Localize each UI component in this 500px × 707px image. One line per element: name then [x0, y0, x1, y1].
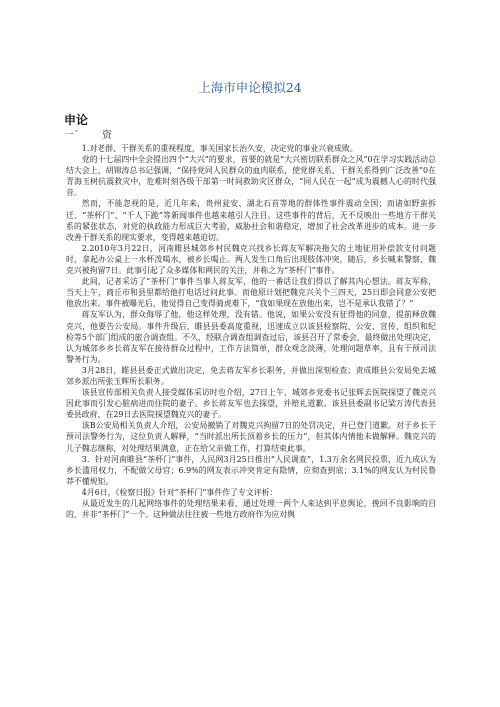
paragraph: 2.2010年3月22日，河南睢县城郊乡村民魏克兴找乡长蒋友军解决拖欠的土地征用补偿款支付问题时，拿起办公桌上一水杯泼喝水，被乡长喝止。两人发生口角后出现肢体冲突，随后，乡长喊来警察，魏克兴被拘留7日。此事引起了众多媒体和网民的关注，并称之为“茶杯门”事件。: [66, 243, 436, 276]
paragraph: 4月6日，《检察日报》针对“茶杯门”事件作了专文评析：: [81, 487, 278, 497]
material-subheading: [64, 127, 113, 141]
subheading-label: 资: [102, 130, 113, 141]
paragraph: 党的十七届四中全会提出四个“大兴”的要求，首要的就是“大兴密切联系群众之风”0在学习实践活动总结大会上，胡锦涛总书记强调，“保持党同人民群众的血肉联系，使党群关系、干群关系得到广泛改善”0在青海玉树抗震救灾中，危难时刻各级干部第一时间救助灾区群众，“同人民在一起”成为震撼人心的时代强音。: [66, 155, 436, 198]
paragraph: 3．针对河南睢县“茶杯门”事件，人民网3月25日推出“人民调查”，1.3万余名网民投票，近九成认为乡长滥用权力，不配做父母官；6.9%的网友表示冲突肯定有隐情，应彻查到底；3.1%的网友认为村民鲁莽不懂规矩。: [66, 454, 436, 486]
paragraph: 然而，不能忽视的是，近几年来，贵州瓮安、湖北石首等地的群体性事件震动全国；而诸如野蛮拆迁、“茶杯门”、“千人下跪”等新闻事件也越来越引人注目。这些事件的背后，无不反映出一些地方干群关系的紧张状态，对党的执政能力形成巨大考验，威胁社会和谐稳定，增加了社会改革进步的成本。进一步改善干群关系的现实要求，变得越来越迫切。: [66, 199, 436, 242]
paragraph: 3月28日，睢县县委正式做出决定，免去蒋友军乡长职务，并做出深刻检查；责成睢县公安局免去城郊乡派出所张玉辉所长职务。: [66, 365, 436, 386]
subheading-number: 一`: [64, 130, 81, 141]
document-body: [66, 143, 436, 520]
paragraph: 蒋友军认为，群众侮辱了他，他这样处理，没有错。他说，如果公安没有征得他的同意，提前释放魏克兴，他要告公安局。事件升级后，睢县县委高度重视，迅速成立以该县检察院、公安、宣传、组织和纪检等5个部门组成的旅合调查组。不久，经联合调查组调查过后，该县召开了常委会，最终做出处理决定，认为城郊乡乡长蒋友军在接待群众过程中，工作方法简单，群众观念淡薄，处理问题草率，且有干预司法警务行为。: [66, 310, 436, 364]
document-title: 上海市申论模拟24: [198, 80, 302, 95]
paragraph: 此间，记者采访了“茶杯门”事件当事人蒋友军，他的一番话让我们得以了解其内心想法。蒋友军称，当天上午，商丘市和县里都给他打电话过问此事。而他原计划把魏克兴关个三四天，25日即会同意公安把他放出来。事件被曝光后，他觉得自己变得骑虎难下，“我如果现在放他出来，岂不是承认我错了？”: [66, 277, 436, 309]
paragraph: 从最近发生的几起网络事件的处理结果来看，通过处理一两个人来达到平息舆论，挽回不良影响的目的，并非“茶杯门”一个。这种做法往往被一些地方政府作为应对舆: [66, 499, 436, 520]
paragraph: 1.对老群、干群关系的重视程度，事关国家长治久安，决定党的事业兴衰成败。: [81, 144, 358, 153]
section-heading: 申论: [64, 113, 89, 127]
paragraph: 该县宣传部相关负责人接受媒体采访时也介绍，27日上午，城郊乡党委书记张辉去医院探望了魏克兴因此事而引发心脏病进而住院的妻子。乡长蒋友军也去探望，并赔礼道歉。该县县委副书记梁万涛代表县委县政府，在29日去医院探望魏克兴的妻子。: [66, 388, 436, 420]
paragraph: 该B公安局相关负责人介绍，公安局撤销了对魏克兴拘留7日的处罚决定，并已登门道歉。对于乡长干预司法警务行为，这位负责人解释，“当时派出所长顶着乡长的压力”，但其体内情他未做解释。魏克兴的儿子魏志继称，对处理结果满意，正在给父亲做工作，打算结束此事。: [66, 421, 436, 453]
